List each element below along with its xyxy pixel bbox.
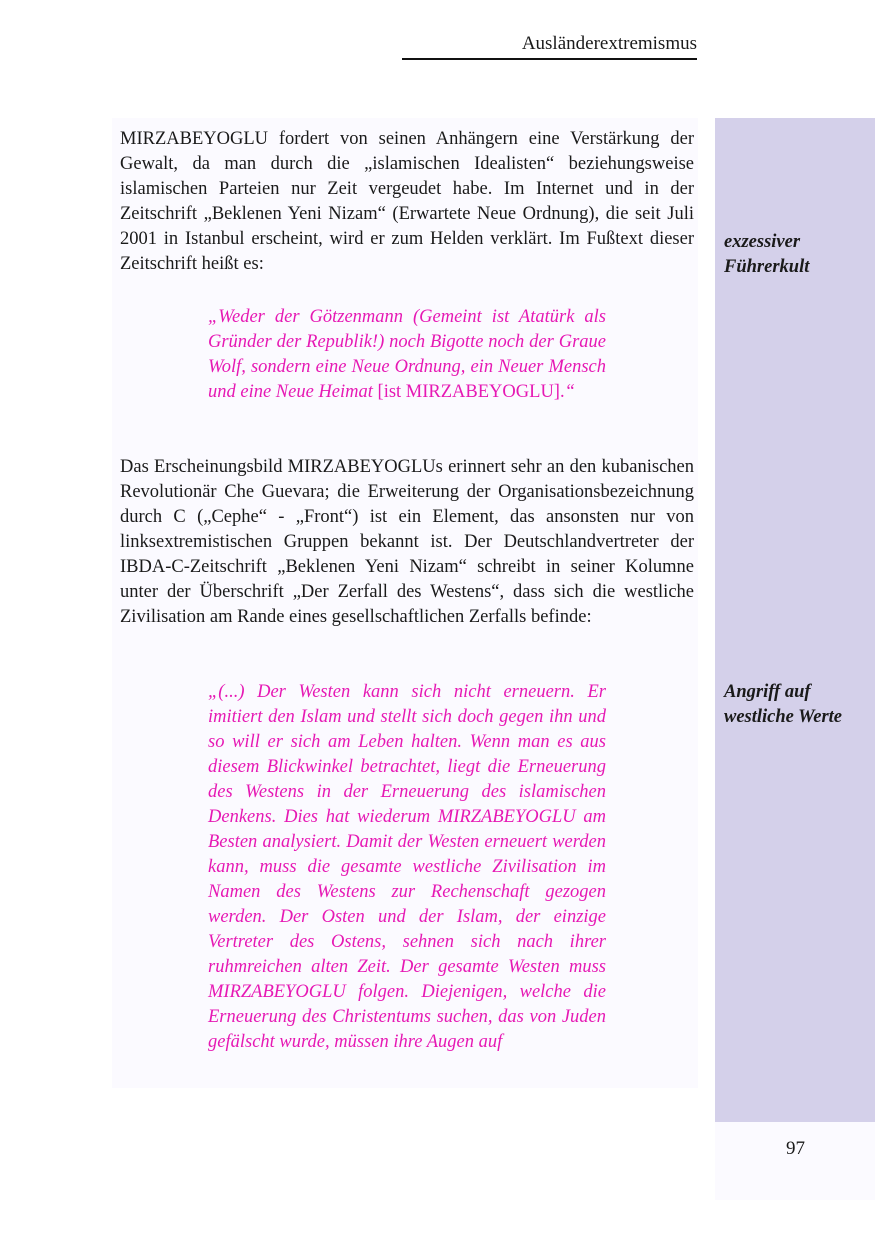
- running-header: Ausländerextremismus: [521, 33, 697, 54]
- header-rule: [402, 58, 697, 60]
- margin-note-fuehrerkult: exzessiver Führerkult: [724, 232, 810, 277]
- page-number: 97: [786, 1138, 805, 1159]
- block-quote-2: „(...) Der Westen kann sich nicht erneuern. Er imitiert den Islam und stellt sich doch gegen ihn und so will er sich am Leben halten. Wenn man es aus diesem Blickwinkel betrachtet, liegt die Erneuerung des Westens in der Erneuerung des islamischen Denkens. Dies hat wiederum MIRZABEYOGLU am Besten analysiert. Damit der Westen erneuert werden kann, muss die gesamte westliche Zivilisation im Namen des Westens zur Rechenschaft gezogen werden. Der Osten und der Islam, der einzige Vertreter des Ostens, sehnen sich nach ihrer ruhmreichen alten Zeit. Der gesamte Westen muss MIRZABEYOGLU folgen. Diejenigen, welche die Erneuerung des Christentums suchen, das von Juden gefälscht wurde, müssen ihre Augen auf: [208, 682, 606, 1052]
- sidebar-footer: [715, 1122, 875, 1200]
- quote-1-upright: [ist MIRZABEYOGLU].: [377, 382, 565, 402]
- margin-note-westliche-werte: Angriff auf westliche Werte: [724, 682, 843, 727]
- quote-1-italic: „Weder der Götzenmann (Gemeint ist Atatürk als Gründer der Republik!) noch Bigotte noch der Graue Wolf, sondern eine Neue Ordnung, ein Neuer Mensch und eine Neue Heimat: [208, 307, 606, 402]
- block-quote-1: [208, 305, 606, 405]
- paragraph-che-guevara: Das Erscheinungsbild MIRZABEYOGLUs erinnert sehr an den kubanischen Revolutionär Che Guevara; die Erweiterung der Organisationsbezeichnung durch C („Cephe“ - „Front“) ist ein Element, das ansonsten nur von linksextremistischen Gruppen bekannt ist. Der Deutschlandvertreter der IBDA-C-Zeitschrift „Beklenen Yeni Nizam“ schreibt in seiner Kolumne unter der Überschrift „Der Zerfall des Westens“, dass sich die westliche Zivilisation am Rande eines gesellschaftlichen Zerfalls befinde:: [120, 457, 694, 627]
- paragraph-intro: MIRZABEYOGLU fordert von seinen Anhängern eine Verstärkung der Gewalt, da man durch die „islamischen Idealisten“ beziehungsweise islamischen Parteien nur Zeit vergeudet habe. Im Internet und in der Zeitschrift „Beklenen Yeni Nizam“ (Erwartete Neue Ordnung), die seit Juli 2001 in Istanbul erscheint, wird er zum Helden verklärt. Im Fußtext dieser Zeitschrift heißt es:: [120, 129, 694, 274]
- quote-1-closing: “: [564, 382, 575, 402]
